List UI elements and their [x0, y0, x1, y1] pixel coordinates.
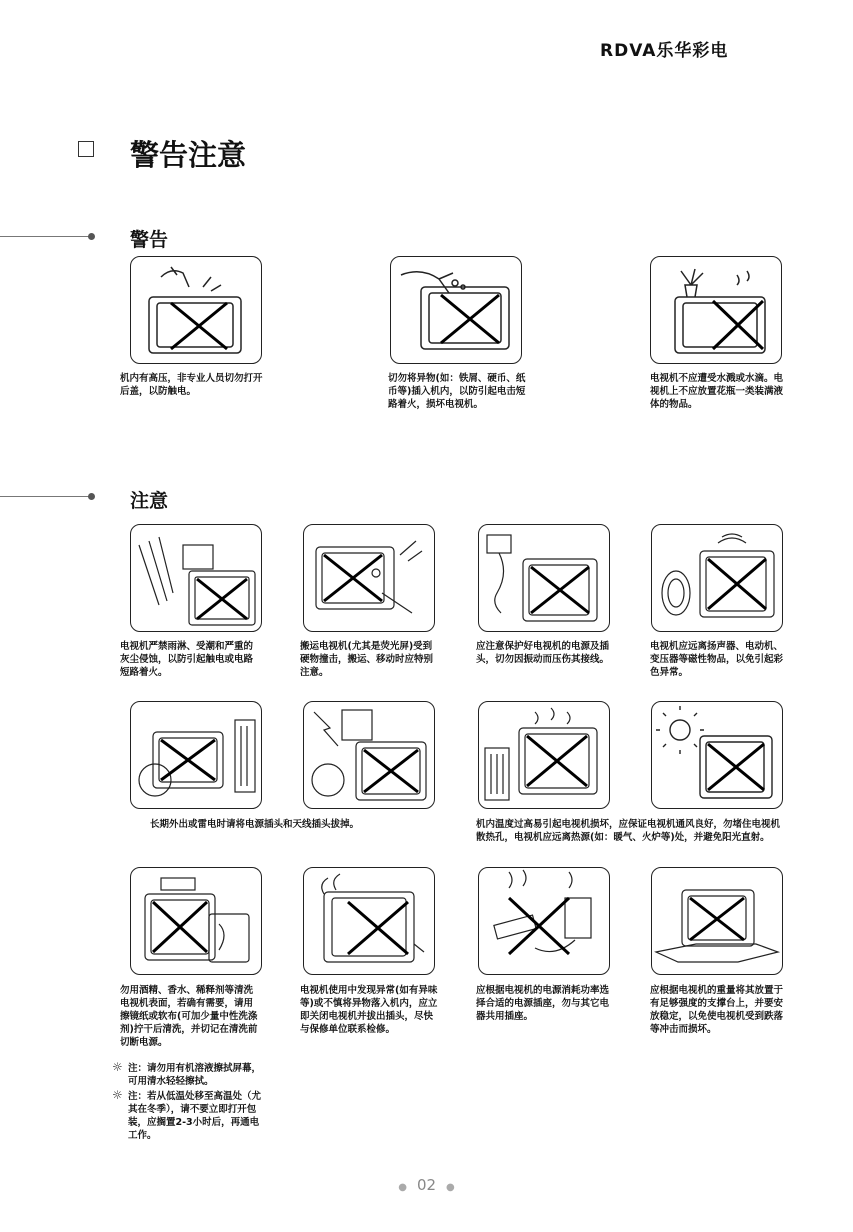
caution-caption-heat: 机内温度过高易引起电视机损坏，应保证电视机通风良好，勿堵住电视机散热孔，电视机应远离热源(如：暖气、火炉等)处，并避免阳光直射。 — [476, 819, 781, 843]
caution-caption-4: 电视机应远离扬声器、电动机、变压器等磁性物品，以免引起彩色异常。 — [650, 641, 784, 678]
caution-caption-outlet: 应根据电视机的电源消耗功率选择合适的电源插座，勿与其它电器共用插座。 — [476, 985, 610, 1022]
warning-caption-3: 电视机不应遭受水溅或水滴。电视机上不应放置花瓶一类装满液体的物品。 — [650, 373, 784, 410]
tv-impact-icon — [303, 524, 435, 632]
section-divider-line — [0, 236, 90, 237]
tv-foreign-object-icon — [390, 256, 522, 364]
page-number — [0, 1176, 853, 1194]
page-number-dot: ● — [398, 1182, 407, 1193]
note-2: 注：若从低温处移至高温处（尤其在冬季），请不要立即打开包装，应搁置2-3小时后，再通电工作。 — [128, 1091, 262, 1141]
caution-caption-1: 电视机严禁雨淋、受潮和严重的灰尘侵蚀，以防引起触电或电路短路着火。 — [120, 641, 254, 678]
tv-heater-icon — [478, 701, 610, 809]
sun-icon: ☼ — [112, 1060, 123, 1074]
sun-icon: ☼ — [112, 1088, 123, 1102]
tv-rain-dust-icon — [130, 524, 262, 632]
tv-smoke-unplug-icon — [303, 867, 435, 975]
page-title: 警告注意 — [130, 138, 247, 172]
caution-caption-clean: 勿用酒精、香水、稀释剂等清洗电视机表面，若确有需要，请用擦镜纸或软布(可加少量中性洗涤剂)拧干后清洗，并切记在清洗前切断电源。 — [120, 985, 258, 1048]
tv-power-cord-icon — [478, 524, 610, 632]
section-bullet-dot — [88, 493, 95, 500]
warning-section-title: 警告 — [130, 229, 169, 251]
brand-logo: RDVA乐华彩电 — [600, 41, 729, 61]
caution-caption-abnormal: 电视机使用中发现异常(如有异味等)或不慎将异物落入机内，应立即关闭电视机并拔出插头，尽快与保修单位联系检修。 — [300, 985, 438, 1035]
title-square-icon — [78, 141, 94, 157]
tv-sunlight-icon — [651, 701, 783, 809]
warning-caption-1: 机内有高压，非专业人员切勿打开后盖，以防触电。 — [120, 373, 263, 397]
page-number-dot: ● — [446, 1182, 455, 1193]
caution-caption-2: 搬运电视机(尤其是荧光屏)受到硬物撞击，搬运、移动时应特别注意。 — [300, 641, 434, 678]
caution-caption-3: 应注意保护好电视机的电源及插头，切勿因振动而压伤其接线。 — [476, 641, 610, 665]
tv-liquid-container-icon — [650, 256, 782, 364]
caution-caption-unplug: 长期外出或雷电时请将电源插头和天线插头拔掉。 — [150, 819, 360, 830]
page-number-value: 02 — [416, 1176, 437, 1194]
tv-magnetic-speaker-icon — [651, 524, 783, 632]
tv-lightning-antenna-icon — [303, 701, 435, 809]
warning-caption-2: 切勿将异物(如：铁屑、硬币、纸币等)插入机内，以防引起电击短路着火，损坏电视机。 — [388, 373, 526, 410]
tv-cleaning-icon — [130, 867, 262, 975]
caution-section-title: 注意 — [130, 490, 169, 512]
tv-power-strip-icon — [478, 867, 610, 975]
section-divider-line — [0, 496, 90, 497]
caution-caption-stand: 应根据电视机的重量将其放置于有足够强度的支撑台上，并要安放稳定，以免使电视机受到跌落等冲击而损坏。 — [650, 985, 784, 1035]
tv-stable-base-icon — [651, 867, 783, 975]
section-bullet-dot — [88, 233, 95, 240]
tv-back-cover-hazard-icon — [130, 256, 262, 364]
tv-unplug-outlet-icon — [130, 701, 262, 809]
note-1: 注：请勿用有机溶液擦拭屏幕，可用清水轻轻擦拭。 — [128, 1063, 262, 1087]
